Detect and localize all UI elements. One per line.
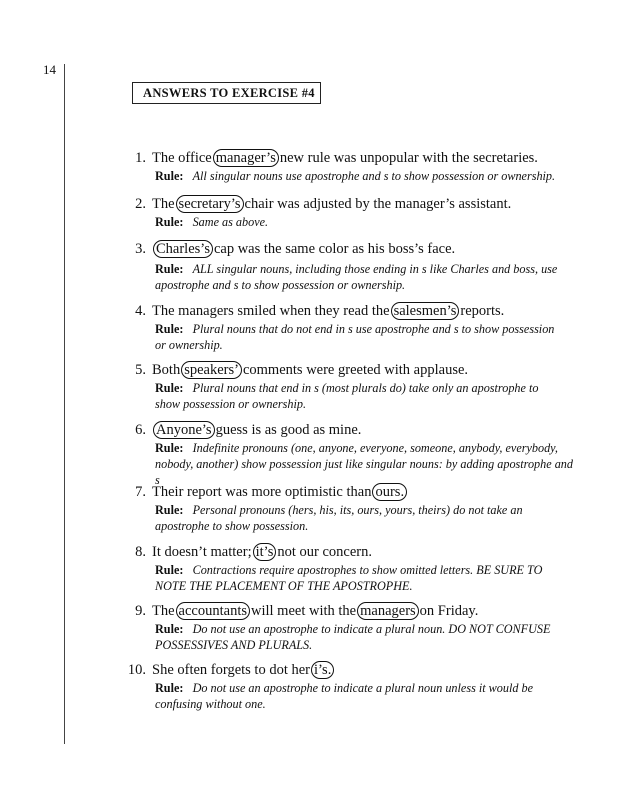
circled-word: managers <box>357 602 419 620</box>
sentence <box>152 602 478 620</box>
rule-label: Rule: <box>155 622 184 636</box>
circled-word: accountants <box>176 602 250 620</box>
circled-word: ours. <box>372 483 407 501</box>
rule-label: Rule: <box>155 322 184 336</box>
sentence <box>152 195 511 213</box>
item-number: 1. <box>135 150 146 166</box>
circled-word: secretary’s <box>176 195 244 213</box>
rule-text: Contractions require apostrophes to show omitted letters. BE SURE TO NOTE THE PLACEMENT OF THE APOSTROPHE. <box>155 563 543 593</box>
rule-label: Rule: <box>155 215 184 229</box>
sentence <box>152 483 408 501</box>
rule-text: Plural nouns that end in s (most plurals do) take only an apostrophe to show possession or ownership. <box>155 381 539 411</box>
item-number: 8. <box>135 544 146 560</box>
rule-note <box>155 214 565 230</box>
sentence-text: It doesn’t matter; <box>152 544 252 560</box>
rule-text: Same as above. <box>192 215 269 229</box>
sentence <box>152 421 361 439</box>
rule-label: Rule: <box>155 681 184 695</box>
sentence-text: chair was adjusted by the manager’s assistant. <box>244 196 512 212</box>
rule-label: Rule: <box>155 563 184 577</box>
sentence-text: guess is as good as mine. <box>215 422 362 438</box>
sentence-text: comments were greeted with applause. <box>242 362 469 378</box>
rule-text: Do not use an apostrophe to indicate a plural noun. DO NOT CONFUSE POSSESSIVES AND PLURALS. <box>155 622 551 652</box>
item-number: 9. <box>135 603 146 619</box>
sentence-text: She often forgets to dot her <box>152 662 310 678</box>
item-number: 5. <box>135 362 146 378</box>
circled-word: manager’s <box>213 149 279 167</box>
item-number: 4. <box>135 303 146 319</box>
sentence <box>152 361 468 379</box>
sentence-text: on Friday. <box>419 603 479 619</box>
item-number: 3. <box>135 241 146 257</box>
rule-note <box>155 168 565 184</box>
page-number: 14 <box>43 62 56 77</box>
sentence <box>152 543 372 561</box>
sentence-text: cap was the same color as his boss’s face. <box>213 241 456 257</box>
sentence-text: reports. <box>460 303 505 319</box>
rule-note <box>155 440 575 488</box>
item-number: 7. <box>135 484 146 500</box>
rule-note <box>155 562 565 594</box>
item-number: 2. <box>135 196 146 212</box>
sentence-text: new rule was unpopular with the secretaries. <box>279 150 538 166</box>
rule-text: Indefinite pronouns (one, anyone, everyone, someone, anybody, everybody, nobody, another) show possession just like singular nouns: by adding apostrophe and s <box>155 441 573 487</box>
rule-text: Plural nouns that do not end in s use apostrophe and s to show possession or ownership. <box>155 322 555 352</box>
rule-note <box>155 502 565 534</box>
sentence <box>152 240 455 258</box>
rule-text: All singular nouns use apostrophe and s to show possession or ownership. <box>192 169 556 183</box>
margin-rule <box>64 64 65 744</box>
rule-label: Rule: <box>155 441 184 455</box>
rule-label: Rule: <box>155 169 184 183</box>
circled-word: Charles’s <box>153 240 213 258</box>
rule-text: Personal pronouns (hers, his, its, ours, yours, theirs) do not take an apostrophe to show possession. <box>155 503 523 533</box>
sentence-text: Both <box>152 362 181 378</box>
item-number: 10. <box>127 662 146 678</box>
sentence-text: Their report was more optimistic than <box>152 484 372 500</box>
sentence-text: will meet with the <box>251 603 357 619</box>
circled-word: speakers’ <box>181 361 242 379</box>
sentence <box>152 302 504 320</box>
sentence-text: The <box>152 196 175 212</box>
sentence <box>152 149 538 167</box>
sentence-text: not our concern. <box>277 544 372 560</box>
rule-note <box>155 680 565 712</box>
rule-text: ALL singular nouns, including those ending in s like Charles and boss, use apostrophe and s to show possession or ownership. <box>155 262 558 292</box>
rule-label: Rule: <box>155 503 184 517</box>
rule-label: Rule: <box>155 262 184 276</box>
sentence <box>152 661 335 679</box>
circled-word: i’s. <box>311 661 334 679</box>
sentence-text: The office <box>152 150 212 166</box>
rule-note <box>155 621 565 653</box>
circled-word: salesmen’s <box>391 302 460 320</box>
rule-label: Rule: <box>155 381 184 395</box>
page-title: ANSWERS TO EXERCISE #4 <box>132 82 321 104</box>
rule-note <box>155 380 565 412</box>
rule-note <box>155 321 565 353</box>
rule-note <box>155 261 565 293</box>
item-number: 6. <box>135 422 146 438</box>
circled-word: Anyone’s <box>153 421 215 439</box>
sentence-text: The managers smiled when they read the <box>152 303 390 319</box>
circled-word: it’s <box>253 543 277 561</box>
rule-text: Do not use an apostrophe to indicate a plural noun unless it would be confusing without one. <box>155 681 534 711</box>
sentence-text: The <box>152 603 175 619</box>
